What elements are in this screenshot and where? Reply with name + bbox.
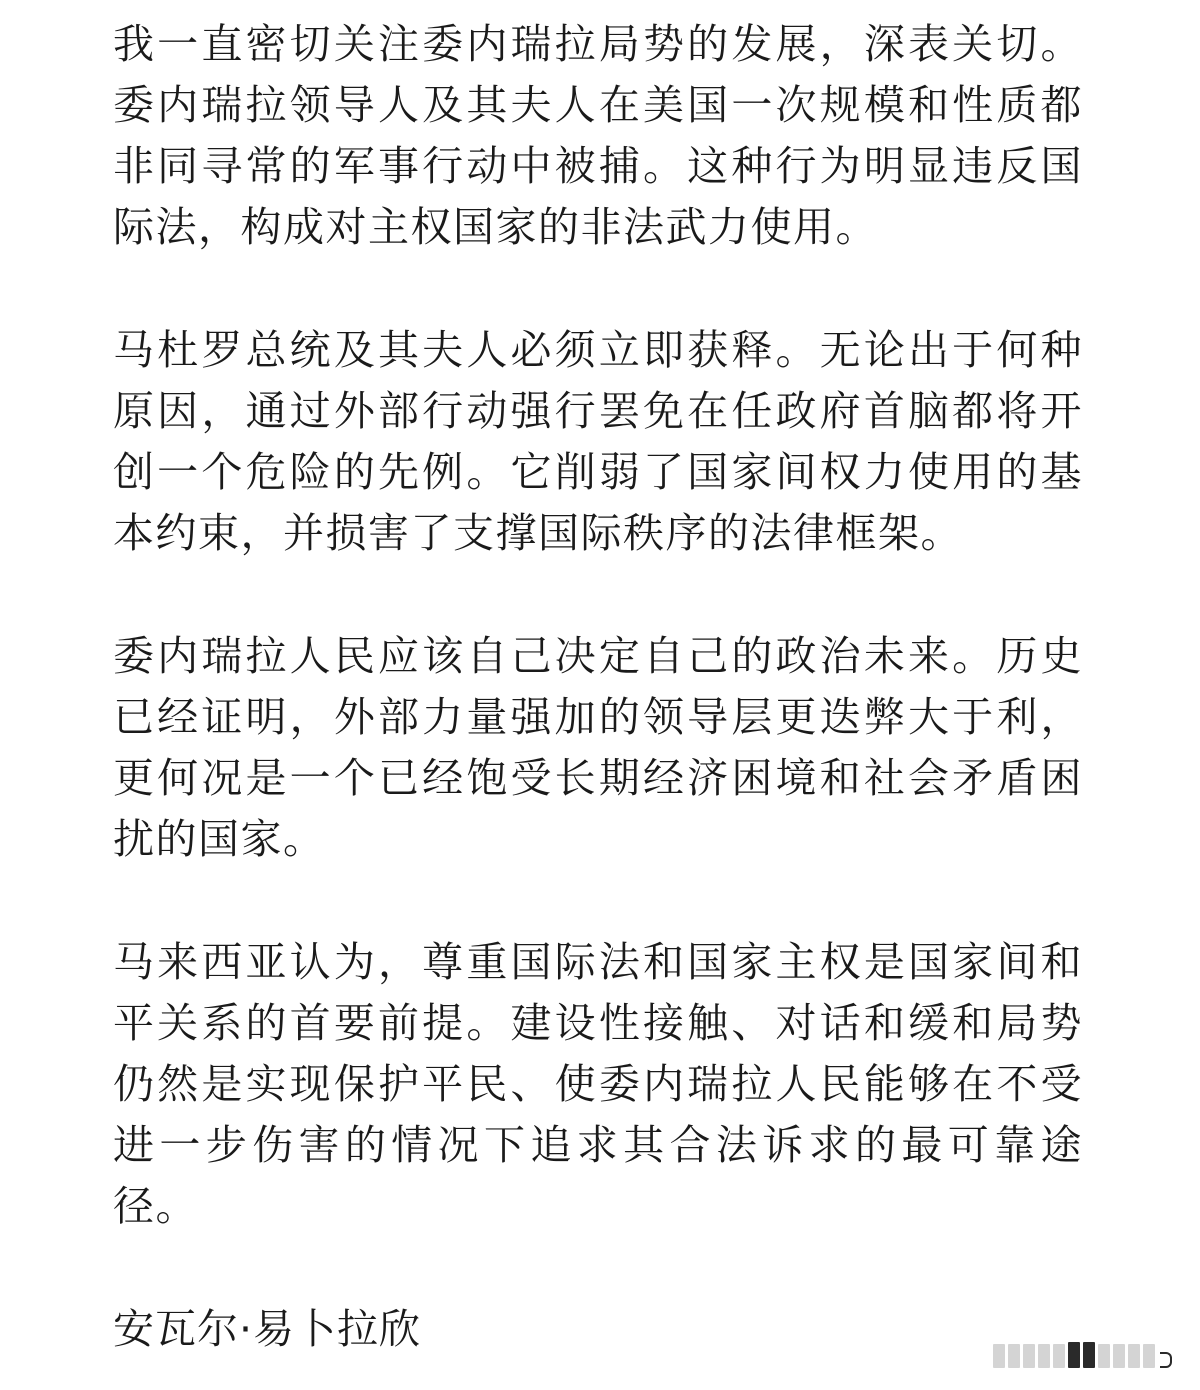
watermark-mark	[1160, 1352, 1172, 1368]
paragraph-3: 委内瑞拉人民应该自己决定自己的政治未来。历史已经证明，外部力量强加的领导层更迭弊大于利，更何况是一个已经饱受长期经济困境和社会矛盾困扰的国家。	[113, 632, 1083, 863]
paragraph-1: 我一直密切关注委内瑞拉局势的发展，深表关切。委内瑞拉领导人及其夫人在美国一次规模和性质都非同寻常的军事行动中被捕。这种行为明显违反国际法，构成对主权国家的非法武力使用。	[113, 20, 1083, 251]
statement-body	[113, 14, 1083, 1360]
watermark-bar	[1083, 1342, 1095, 1368]
watermark-bar	[1143, 1344, 1155, 1368]
watermark-bar	[1008, 1344, 1020, 1368]
watermark-bar	[1053, 1344, 1065, 1368]
watermark-bar	[1098, 1344, 1110, 1368]
watermark-logo-icon	[993, 1336, 1172, 1368]
paragraph-4: 马来西亚认为，尊重国际法和国家主权是国家间和平关系的首要前提。建设性接触、对话和缓和局势仍然是实现保护平民、使委内瑞拉人民能够在不受进一步伤害的情况下追求其合法诉求的最可靠途径。	[113, 938, 1083, 1230]
watermark-bar	[1128, 1344, 1140, 1368]
watermark-bar	[1113, 1344, 1125, 1368]
watermark-bar	[1068, 1342, 1080, 1368]
signature: 安瓦尔·易卜拉欣	[113, 1305, 422, 1353]
paragraph-2: 马杜罗总统及其夫人必须立即获释。无论出于何种原因，通过外部行动强行罢免在任政府首脑都将开创一个危险的先例。它削弱了国家间权力使用的基本约束，并损害了支撑国际秩序的法律框架。	[113, 326, 1083, 557]
watermark-bar	[1023, 1344, 1035, 1368]
watermark-bar	[1038, 1344, 1050, 1368]
watermark-bar	[993, 1344, 1005, 1368]
